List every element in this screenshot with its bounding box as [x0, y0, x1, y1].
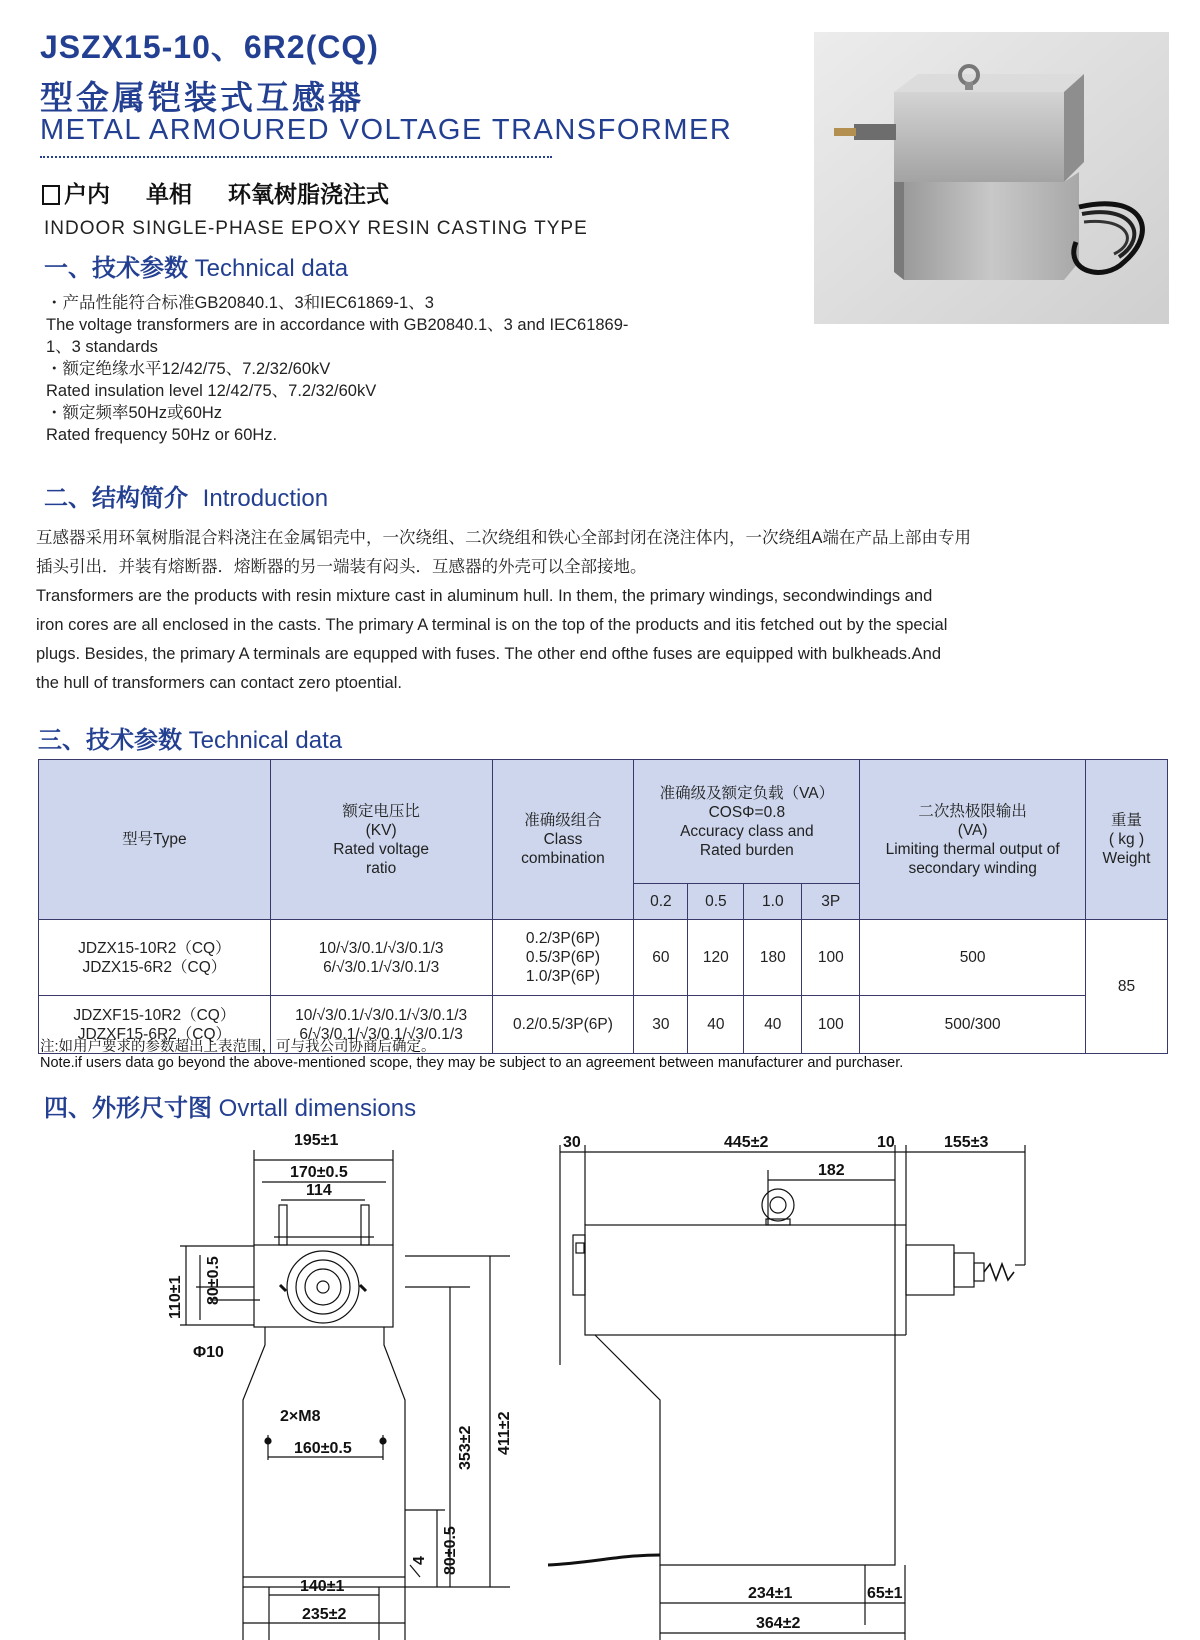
cell-type: JDZX15-10R2（CQ） JDZX15-6R2（CQ）: [39, 920, 271, 996]
section1-line: ・额定频率50Hz或60Hz: [46, 404, 223, 422]
section2-title-cn: 二、结构简介: [44, 484, 188, 512]
cell-burden: 120: [688, 920, 744, 996]
burden-col: 0.2: [634, 884, 688, 920]
note-cn: 注:如用户要求的参数超出上表范围，可与我公司协商后确定。: [40, 1039, 436, 1055]
intro-line: 插头引出．并装有熔断器．熔断器的另一端装有闷头．互感器的外壳可以全部接地。: [36, 558, 647, 576]
dim-label: 80±0.5: [442, 1526, 459, 1575]
section3-title-en: Technical data: [188, 727, 343, 754]
section2-title-en: Introduction: [202, 485, 329, 512]
dim-label: 65±1: [867, 1585, 903, 1602]
section1-line: ・产品性能符合标准GB20840.1、3和IEC61869-1、3: [46, 294, 434, 312]
burden-col: 3P: [802, 884, 860, 920]
cell-burden: 60: [634, 920, 688, 996]
dim-label: 2×M8: [280, 1408, 321, 1425]
cell-class: 0.2/3P(6P) 0.5/3P(6P) 1.0/3P(6P): [492, 920, 634, 996]
title-cn: 型金属铠装式互感器: [40, 78, 364, 117]
dim-label: Φ10: [193, 1344, 224, 1361]
burden-col: 0.5: [688, 884, 744, 920]
header-weight: 重量 ( kg ) Weight: [1086, 760, 1168, 920]
section1-title-en: Technical data: [194, 255, 349, 282]
cell-burden: 40: [688, 996, 744, 1054]
model-title: JSZX15-10、6R2(CQ): [40, 29, 379, 65]
table-row: [39, 920, 1168, 996]
product-photo: [814, 32, 1169, 324]
dim-label: 182: [818, 1162, 845, 1179]
type-epoxy-cn: 环氧树脂浇注式: [228, 182, 389, 208]
cell-burden: 30: [634, 996, 688, 1054]
type-indoor-cn: 户内: [64, 182, 110, 208]
intro-line: iron cores are all enclosed in the casts. The primary A terminal is on the top of the products and itis fetched out by the special: [36, 616, 948, 634]
spec-table: [38, 759, 1168, 1054]
dim-label: 30: [563, 1134, 581, 1151]
type-single-phase-cn: 单相: [146, 182, 192, 208]
cell-burden: 100: [802, 996, 860, 1054]
dim-label: 160±0.5: [294, 1440, 352, 1457]
header-class: 准确级组合 Class combination: [492, 760, 634, 920]
section-dimensions: [44, 1088, 416, 1123]
dim-label: 110±1: [167, 1275, 184, 1319]
dim-label: 195±1: [294, 1132, 339, 1149]
section-technical-data-2: [38, 720, 342, 755]
header-type: 型号Type: [39, 760, 271, 920]
dim-label: 364±2: [756, 1615, 801, 1632]
type-cn: [42, 176, 389, 209]
dim-label: 353±2: [457, 1425, 474, 1470]
section1-line: Rated insulation level 12/42/75、7.2/32/60kV: [46, 382, 377, 400]
dim-label: 445±2: [724, 1134, 769, 1151]
cell-burden: 180: [744, 920, 802, 996]
title-en: METAL ARMOURED VOLTAGE TRANSFORMER: [40, 114, 733, 146]
header-burden: 准确级及额定负载（VA） COSΦ=0.8 Accuracy class and Rated burden: [634, 760, 860, 884]
section3-title-cn: 三、技术参数: [38, 726, 182, 754]
cell-thermal: 500/300: [860, 996, 1086, 1054]
cell-voltage: 10/√3/0.1/√3/0.1/3 6/√3/0.1/√3/0.1/3: [270, 920, 492, 996]
intro-line: the hull of transformers can contact zero ptoential.: [36, 674, 402, 692]
section-introduction: [44, 478, 328, 513]
cell-class: 0.2/0.5/3P(6P): [492, 996, 634, 1054]
dim-label: 10: [877, 1134, 895, 1151]
section1-line: Rated frequency 50Hz or 60Hz.: [46, 426, 278, 444]
cell-thermal: 500: [860, 920, 1086, 996]
section1-line: ・额定绝缘水平12/42/75、7.2/32/60kV: [46, 360, 331, 378]
section1-line: 1、3 standards: [46, 338, 158, 356]
dim-label: 234±1: [748, 1585, 793, 1602]
cell-burden: 100: [802, 920, 860, 996]
dotted-divider: [40, 156, 552, 158]
section1-line: The voltage transformers are in accordance with GB20840.1、3 and IEC61869-: [46, 316, 629, 334]
burden-col: 1.0: [744, 884, 802, 920]
header-thermal: 二次热极限输出 (VA) Limiting thermal output of secondary winding: [860, 760, 1086, 920]
intro-line: 互感器采用环氧树脂混合料浇注在金属铝壳中，一次绕组、二次绕组和铁心全部封闭在浇注体内，一次绕组A端在产品上部由专用: [36, 529, 972, 547]
dimension-drawings: [0, 1125, 1200, 1640]
dim-label: 411±2: [496, 1411, 513, 1455]
cell-burden: 40: [744, 996, 802, 1054]
cell-voltage: 10/√3/0.1/√3/0.1/√3/0.1/3 6/√3/0.1/√3/0.1/√3/0.1/3: [270, 996, 492, 1054]
dim-label: 80±0.5: [205, 1256, 222, 1305]
dim-label: 155±3: [944, 1134, 989, 1151]
intro-line: Transformers are the products with resin mixture cast in aluminum hull. In them, the primary windings, secondwindings and: [36, 587, 933, 605]
dim-label: 114: [306, 1182, 332, 1199]
cell-type: JDZXF15-10R2（CQ） JDZXF15-6R2（CQ）: [39, 996, 271, 1054]
section4-title-cn: 四、外形尺寸图: [44, 1094, 212, 1122]
section4-title-en: Ovrtall dimensions: [218, 1095, 417, 1122]
header-voltage: 额定电压比 (KV) Rated voltage ratio: [270, 760, 492, 920]
note-en: Note.if users data go beyond the above-mentioned scope, they may be subject to an agreement between manufacturer and purchaser.: [40, 1055, 904, 1071]
section1-title-cn: 一、技术参数: [44, 254, 188, 282]
intro-line: plugs. Besides, the primary A terminals are equpped with fuses. The other end ofthe fuses are equipped with bulkheads.And: [36, 645, 942, 663]
dim-label: 170±0.5: [290, 1164, 348, 1181]
cell-weight: 85: [1086, 920, 1168, 1054]
section-technical-data-1: [44, 248, 348, 283]
dim-label: 140±1: [300, 1578, 345, 1595]
dim-label: 4: [411, 1556, 428, 1565]
type-en: INDOOR SINGLE-PHASE EPOXY RESIN CASTING TYPE: [44, 218, 588, 239]
checkbox-icon: [42, 185, 60, 205]
dim-label: 235±2: [302, 1606, 347, 1623]
